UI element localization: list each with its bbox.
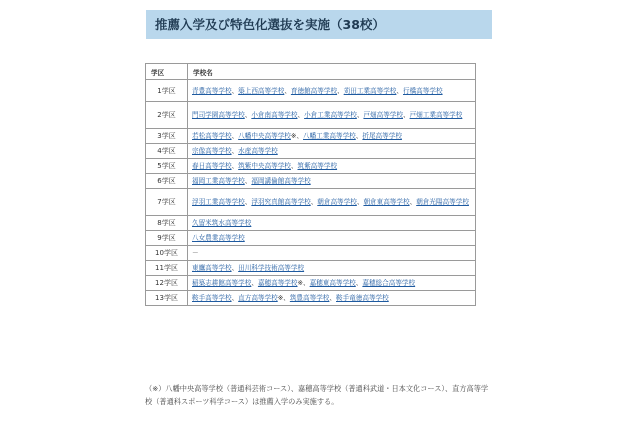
schools-cell — [188, 189, 476, 216]
separator: 、 — [231, 147, 239, 155]
schools-cell — [188, 246, 476, 261]
empty-value: － — [192, 249, 199, 257]
header-district: 学区 — [146, 64, 188, 80]
district-cell: 12学区 — [146, 276, 188, 291]
district-cell: 4学区 — [146, 144, 188, 159]
separator: 、 — [244, 111, 252, 119]
separator: 、 — [403, 111, 410, 119]
school-link[interactable]: 筑紫中央高等学校 — [238, 162, 291, 170]
footnote: （※）八幡中央高等学校（普通科芸術コース）、嘉穂高等学校（普通科武道・日本文化コース）、直方高等学校（普通科スポーツ科学コース）は推薦入学のみ実施する。 — [145, 384, 489, 406]
table-row — [146, 174, 476, 189]
separator: 、 — [355, 279, 363, 287]
district-cell: 10学区 — [146, 246, 188, 261]
note-mark: ※ — [297, 279, 304, 287]
school-link[interactable]: 朝倉高等学校 — [317, 198, 357, 206]
separator: 、 — [356, 198, 364, 206]
school-link[interactable]: 折尾高等学校 — [362, 132, 402, 140]
separator: 、 — [396, 86, 403, 95]
schools-cell — [188, 159, 476, 174]
school-link[interactable]: 水産高等学校 — [238, 147, 278, 155]
table-row — [146, 80, 476, 102]
separator: 、 — [231, 294, 239, 302]
separator: 、 — [290, 162, 298, 170]
district-cell: 1学区 — [146, 80, 188, 102]
district-cell: 7学区 — [146, 189, 188, 216]
school-link[interactable]: 浮羽究真館高等学校 — [251, 198, 311, 206]
district-cell: 11学区 — [146, 261, 188, 276]
school-link[interactable]: 鞍手竜徳高等学校 — [336, 294, 389, 302]
school-link[interactable]: 宗像高等学校 — [192, 147, 232, 155]
school-link[interactable]: 築上西高等学校 — [238, 86, 285, 95]
separator: 、 — [329, 294, 336, 302]
schools-cell — [188, 276, 476, 291]
section-title: 推薦入学及び特色化選抜を実施（38校） — [146, 10, 492, 39]
table-row — [146, 216, 476, 231]
school-link[interactable]: 嘉穂東高等学校 — [309, 279, 356, 287]
schools-cell — [188, 231, 476, 246]
school-link[interactable]: 若松高等学校 — [192, 132, 232, 140]
school-link[interactable]: 嘉穂高等学校 — [257, 279, 298, 287]
separator: 、 — [296, 132, 304, 140]
school-link[interactable]: 福岡講倫館高等学校 — [251, 177, 311, 185]
table-body — [146, 80, 476, 306]
school-link[interactable]: 鞍手高等学校 — [192, 294, 232, 302]
school-link[interactable]: 八幡中央高等学校 — [238, 132, 291, 140]
table-header-row — [146, 64, 476, 80]
separator: 、 — [297, 111, 305, 119]
school-link[interactable]: 戸畑工業高等学校 — [409, 111, 463, 119]
separator: 、 — [251, 279, 258, 287]
school-link[interactable]: 朝倉東高等学校 — [363, 198, 410, 206]
schools-cell — [188, 174, 476, 189]
table-row — [146, 291, 476, 306]
separator: 、 — [355, 132, 363, 140]
separator: 、 — [231, 264, 239, 272]
schools-cell — [188, 80, 476, 102]
school-link[interactable]: 朝倉光陽高等学校 — [416, 198, 469, 206]
school-link[interactable]: 八女農業高等学校 — [192, 234, 245, 242]
schools-cell — [188, 144, 476, 159]
school-link[interactable]: 育徳館高等学校 — [290, 86, 338, 95]
separator: 、 — [303, 279, 310, 287]
school-link[interactable]: 浮羽工業高等学校 — [192, 198, 245, 206]
separator: 、 — [409, 198, 417, 206]
school-link[interactable]: 直方高等学校 — [238, 294, 278, 302]
district-cell: 13学区 — [146, 291, 188, 306]
table-row — [146, 189, 476, 216]
school-link[interactable]: 筑豊高等学校 — [289, 294, 330, 302]
table-row — [146, 102, 476, 129]
school-table — [145, 63, 476, 306]
district-cell: 3学区 — [146, 129, 188, 144]
school-link[interactable]: 筑紫高等学校 — [297, 162, 338, 170]
table-row — [146, 144, 476, 159]
header-school: 学校名 — [188, 64, 476, 80]
schools-cell — [188, 261, 476, 276]
school-link[interactable]: 田川科学技術高等学校 — [238, 264, 305, 272]
separator: 、 — [283, 294, 290, 302]
separator: 、 — [310, 198, 318, 206]
table-row — [146, 261, 476, 276]
schools-cell — [188, 129, 476, 144]
district-cell: 5学区 — [146, 159, 188, 174]
district-cell: 8学区 — [146, 216, 188, 231]
school-link[interactable]: 八幡工業高等学校 — [303, 132, 356, 140]
note-mark: ※ — [290, 132, 297, 140]
table-row — [146, 246, 476, 261]
school-link[interactable]: 嘉穂総合高等学校 — [362, 279, 416, 287]
school-link[interactable]: 久留米筑水高等学校 — [192, 219, 252, 227]
schools-cell — [188, 102, 476, 129]
table-row — [146, 276, 476, 291]
school-link[interactable]: 行橋高等学校 — [403, 86, 443, 95]
school-link[interactable]: 小倉南高等学校 — [251, 111, 298, 119]
separator: 、 — [284, 86, 291, 95]
separator: 、 — [231, 86, 239, 95]
school-link[interactable]: 東鷹高等学校 — [192, 264, 232, 272]
separator: 、 — [231, 162, 239, 170]
schools-cell — [188, 216, 476, 231]
district-cell: 6学区 — [146, 174, 188, 189]
school-link[interactable]: 福岡工業高等学校 — [192, 177, 245, 185]
schools-cell — [188, 291, 476, 306]
school-link[interactable]: 門司学園高等学校 — [192, 111, 245, 119]
separator: 、 — [337, 86, 344, 95]
school-link[interactable]: 稲築志耕館高等学校 — [192, 279, 252, 287]
district-cell: 2学区 — [146, 102, 188, 129]
separator: 、 — [356, 111, 364, 119]
school-link[interactable]: 青豊高等学校 — [192, 86, 232, 95]
note-mark: ※ — [277, 294, 284, 302]
school-link[interactable]: 春日高等学校 — [192, 162, 232, 170]
separator: 、 — [231, 132, 239, 140]
separator: 、 — [244, 198, 252, 206]
table-row — [146, 129, 476, 144]
table-row — [146, 231, 476, 246]
school-link[interactable]: 小倉工業高等学校 — [304, 111, 357, 119]
separator: 、 — [244, 177, 252, 185]
district-cell: 9学区 — [146, 231, 188, 246]
table-row — [146, 159, 476, 174]
school-link[interactable]: 戸畑高等学校 — [363, 111, 403, 119]
school-link[interactable]: 苅田工業高等学校 — [343, 86, 397, 95]
